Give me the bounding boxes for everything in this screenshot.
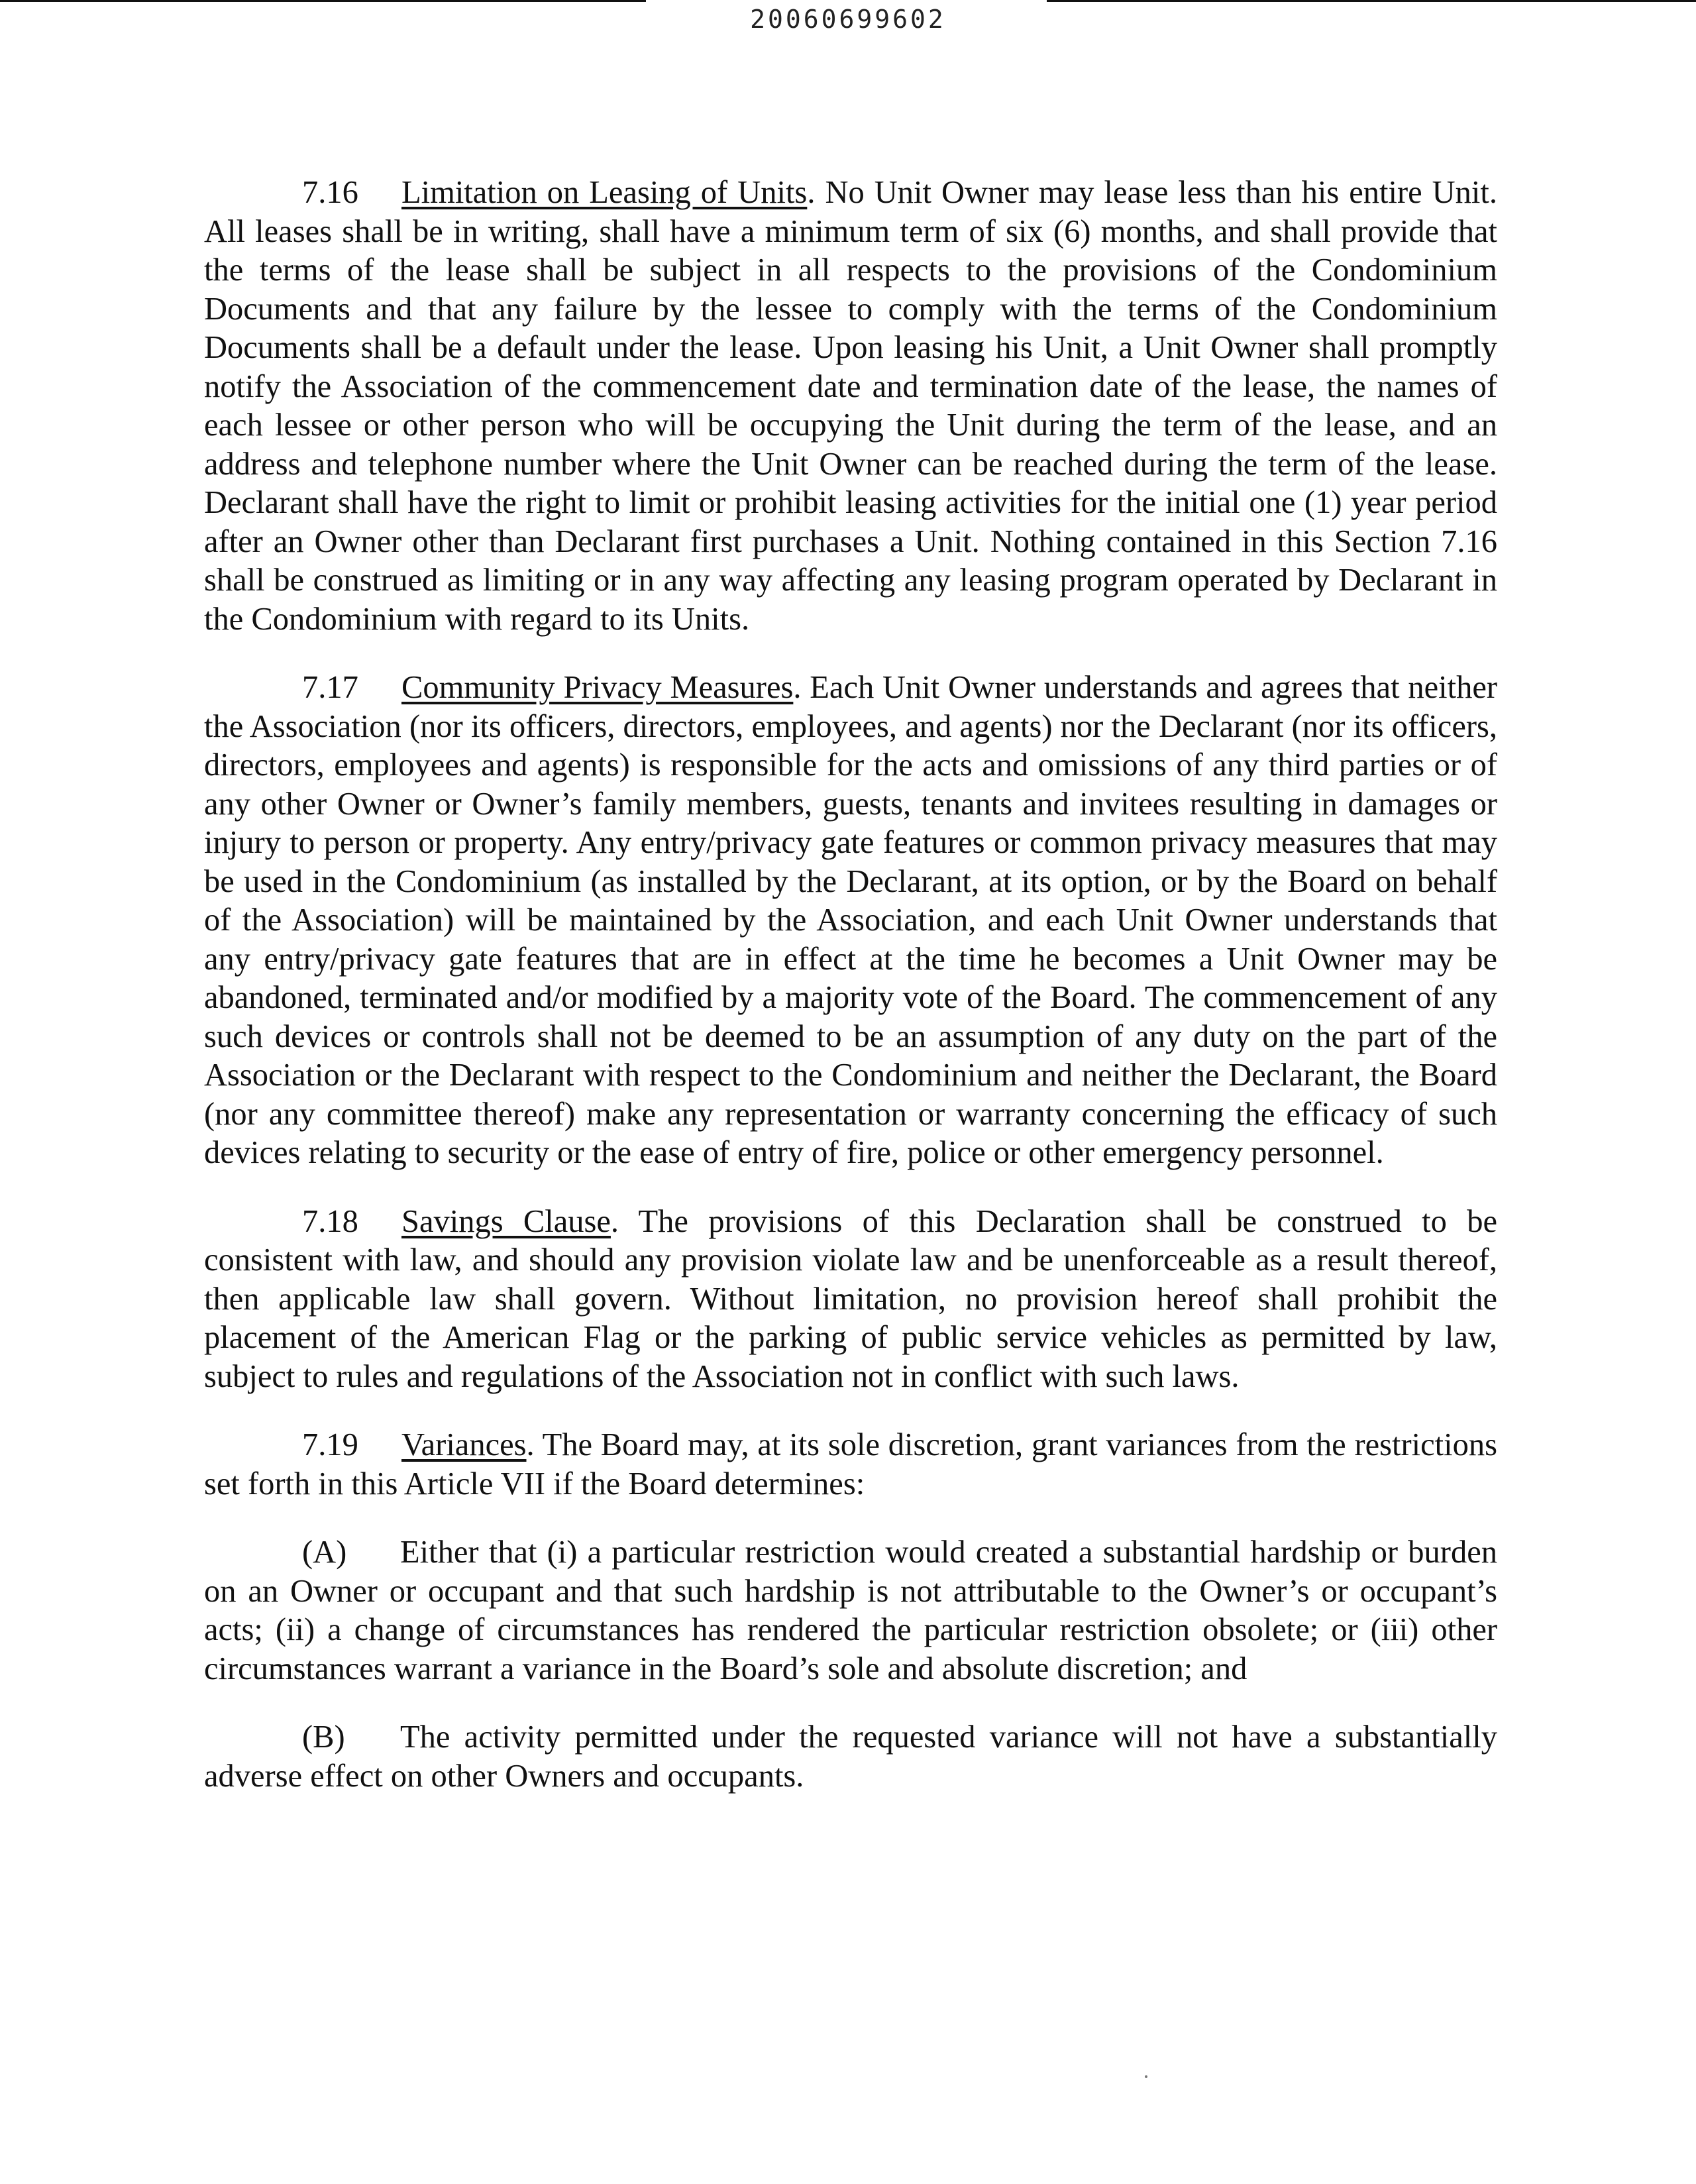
section-title: Savings Clause bbox=[401, 1203, 611, 1239]
subsection-label: (B) bbox=[302, 1720, 345, 1755]
subsection-b bbox=[204, 1718, 1497, 1796]
section-body: . Each Unit Owner understands and agrees that neither the Association (nor its officers, directors, employees, and agents) nor the Declarant (nor its officers, directors, employees and agents) is responsible for the acts and omissions of any third parties or of any other Owner or Owner’s family members, guests, tenants and invitees resulting in damages or injury to person or property. Any entry/privacy gate features or common privacy measures that may be used in the Condominium (as installed by the Declarant, at its option, or by the Board on behalf of the Association) will be maintained by the Association, and each Unit Owner understands that any entry/privacy gate features that are in effect at the time he becomes a Unit Owner may be abandoned, terminated and/or modified by a majority vote of the Board. The commencement of any such devices or controls shall not be deemed to be an assumption of any duty on the part of the Association or the Declarant with respect to the Condominium and neither the Declarant, the Board (nor any committee thereof) make any representation or warranty concerning the efficacy of such devices relating to security or the ease of entry of fire, police or other emergency personnel. bbox=[204, 670, 1497, 1170]
subsection-body: Either that (i) a particular restriction would created a substantial hardship or burden on an Owner or occupant and that such hardship is not attributable to the Owner’s or occupant’s acts; (ii) a change of circumstances has rendered the particular restriction obsolete; or (iii) other circumstances warrant a variance in the Board’s sole and absolute discretion; and bbox=[204, 1535, 1497, 1686]
subsection-a bbox=[204, 1533, 1497, 1688]
section-number: 7.16 bbox=[302, 175, 358, 210]
section-body: . The Board may, at its sole discretion, grant variances from the restrictions set forth in this Article VII if the Board determines: bbox=[204, 1427, 1497, 1502]
section-body: . The provisions of this Declaration shall be construed to be consistent with law, and should any provision violate law and be unenforceable as a result thereof, then applicable law shall govern. Without limitation, no provision hereof shall prohibit the placement of the American Flag or the parking of public service vehicles as permitted by law, subject to rules and regulations of the Association not in conflict with such laws. bbox=[204, 1203, 1497, 1394]
scan-speck bbox=[1145, 2075, 1147, 2078]
section-7-16 bbox=[204, 174, 1497, 639]
subsection-body: The activity permitted under the requested variance will not have a substantially adverse effect on other Owners and occupants. bbox=[204, 1720, 1497, 1794]
section-title: Variances bbox=[401, 1427, 527, 1462]
section-7-19 bbox=[204, 1426, 1497, 1503]
section-number: 7.19 bbox=[302, 1427, 358, 1462]
section-number: 7.17 bbox=[302, 670, 358, 705]
section-number: 7.18 bbox=[302, 1203, 358, 1239]
section-title: Community Privacy Measures bbox=[401, 670, 794, 705]
document-body bbox=[204, 174, 1497, 1796]
section-title: Limitation on Leasing of Units bbox=[401, 175, 808, 210]
section-7-18 bbox=[204, 1203, 1497, 1397]
section-body: . No Unit Owner may lease less than his entire Unit. All leases shall be in writing, shall have a minimum term of six (6) months, and shall provide that the terms of the lease shall be subject in all respects to the provisions of the Condominium Documents and that any failure by the lessee to comply with the terms of the Condominium Documents shall be a default under the lease. Upon leasing his Unit, a Unit Owner shall promptly notify the Association of the commencement date and termination date of the lease, the names of each lessee or other person who will be occupying the Unit during the term of the lease, and an address and telephone number where the Unit Owner can be reached during the term of the lease. Declarant shall have the right to limit or prohibit leasing activities for the initial one (1) year period after an Owner other than Declarant first purchases a Unit. Nothing contained in this Section 7.16 shall be construed as limiting or in any way affecting any leasing program operated by Declarant in the Condominium with regard to its Units. bbox=[204, 175, 1498, 637]
subsection-label: (A) bbox=[302, 1535, 347, 1570]
document-number: 20060699602 bbox=[750, 5, 946, 34]
section-7-17 bbox=[204, 669, 1497, 1173]
